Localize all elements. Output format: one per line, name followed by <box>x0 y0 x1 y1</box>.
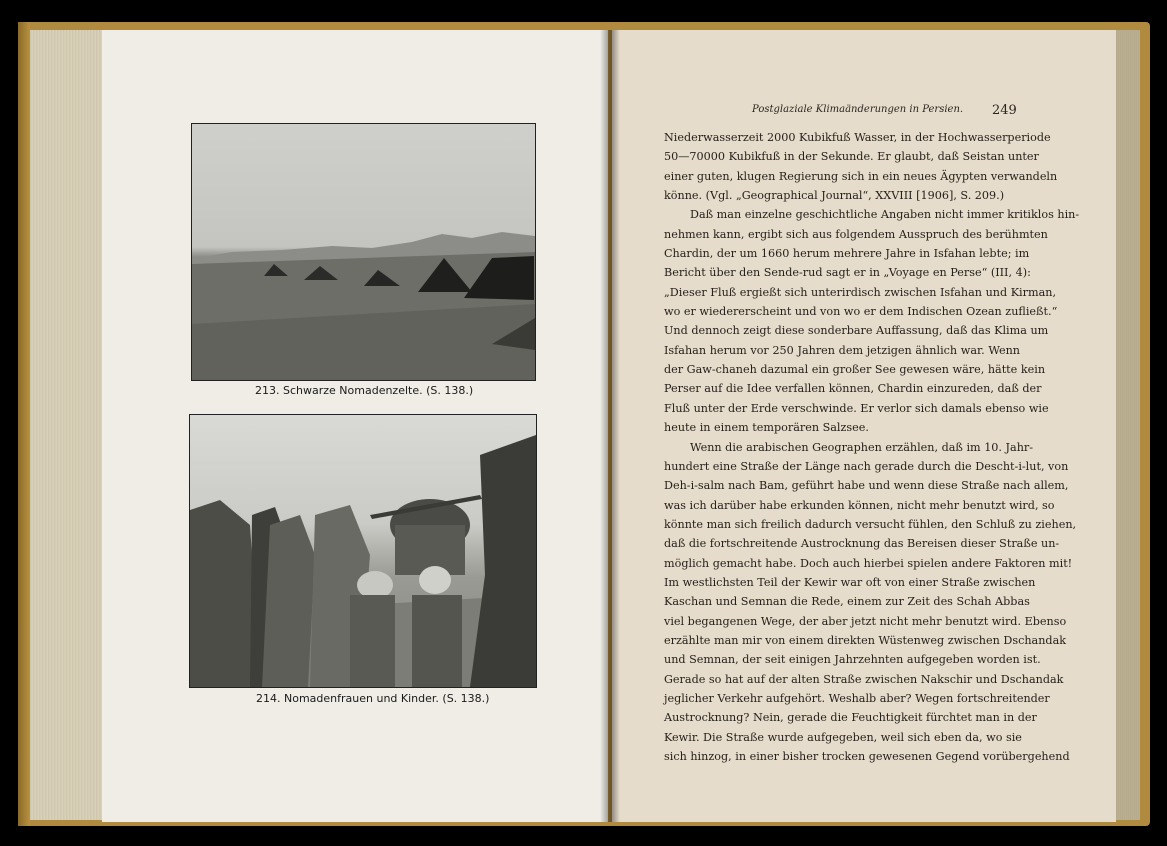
text-line: Daß man einzelne geschichtliche Angaben nicht immer kritiklos hin- <box>690 208 1080 222</box>
figure-caption-text: Nomadenfrauen und Kinder. <box>284 692 439 705</box>
text-line: und Semnan, der seit einigen Jahrzehnten aufgegeben worden ist. <box>664 653 1041 667</box>
text-line: Niederwasserzeit 2000 Kubikfuß Wasser, in der Hochwasserperiode <box>664 131 1051 144</box>
text-line: 50—70000 Kubikfuß in der Sekunde. Er glaubt, daß Seistan unter <box>664 150 1039 164</box>
text-line: Chardin, der um 1660 herum mehrere Jahre in Isfahan lebte; im <box>664 247 1030 261</box>
figure-number: 214. <box>256 692 281 705</box>
text-line: hundert eine Straße der Länge nach gerade durch die Descht-i-lut, von <box>664 459 1069 473</box>
text-line: Gerade so hat auf der alten Straße zwischen Nakschir und Dschandak <box>664 672 1064 686</box>
text-line: Im westlichsten Teil der Kewir war oft von einer Straße zwischen <box>664 575 1036 589</box>
text-line: Und dennoch zeigt diese sonderbare Auffassung, daß das Klima um <box>664 324 1049 338</box>
figure-213-caption <box>255 384 473 397</box>
text-line: Deh-i-salm nach Bam, geführt habe und wenn diese Straße nach allem, <box>664 479 1069 493</box>
text-line: viel begangenen Wege, der aber jetzt nicht mehr benutzt wird. Ebenso <box>664 614 1067 628</box>
body-text <box>664 128 1080 766</box>
figure-number: 213. <box>255 384 280 397</box>
text-line: Isfahan herum vor 250 Jahren dem jetzigen ähnlich war. Wenn <box>664 343 1020 357</box>
page-stack-right <box>1116 30 1140 820</box>
photo-nomad-women-children <box>189 414 537 688</box>
photo-black-nomad-tents <box>191 123 536 381</box>
text-line: Kewir. Die Straße wurde aufgegeben, weil sich eben da, wo sie <box>664 730 1022 744</box>
text-line: Austrocknung? Nein, gerade die Feuchtigkeit fürchtet man in der <box>664 711 1037 725</box>
figure-214-caption <box>256 692 489 705</box>
text-line: sich hinzog, in einer bisher trocken gewesenen Gegend vorübergehend <box>664 750 1070 763</box>
text-line: nehmen kann, ergibt sich aus folgendem Ausspruch des berühmten <box>664 227 1048 241</box>
page-number: 249 <box>992 103 1017 118</box>
text-line: Wenn die arabischen Geographen erzählen, daß im 10. Jahr- <box>690 440 1034 454</box>
text-line: erzählte man mir von einem direkten Wüstenweg zwischen Dschandak <box>664 633 1067 647</box>
figure-page-reference: (S. 138.) <box>442 692 490 705</box>
text-line: jeglicher Verkehr aufgehört. Weshalb aber? Wegen fortschreitender <box>664 691 1050 705</box>
text-line: möglich gemacht habe. Doch auch hierbei spielen andere Faktoren mit! <box>664 556 1073 570</box>
text-line: Fluß unter der Erde verschwinde. Er verlor sich damals ebenso wie <box>664 401 1049 415</box>
figure-page-reference: (S. 138.) <box>426 384 474 397</box>
page-stack-left <box>30 30 102 820</box>
text-line: „Dieser Fluß ergießt sich unterirdisch zwischen Isfahan und Kirman, <box>664 285 1057 299</box>
text-line: könne. (Vgl. „Geographical Journal“, XXVIII [1906], S. 209.) <box>664 189 1005 203</box>
text-line: Kaschan und Semnan die Rede, einem zur Zeit des Schah Abbas <box>664 595 1030 609</box>
figure-caption-text: Schwarze Nomadenzelte. <box>283 384 423 397</box>
text-line: was ich darüber habe erkunden können, nicht mehr benutzt wird, so <box>664 498 1055 512</box>
text-line: Perser auf die Idee verfallen können, Chardin einzureden, daß der <box>664 382 1042 396</box>
running-head: Postglaziale Klimaänderungen in Persien. <box>752 104 964 115</box>
text-line: wo er wiedererscheint und von wo er dem Indischen Ozean zufließt.“ <box>664 305 1058 319</box>
text-line: der Gaw-chaneh dazumal ein großer See gewesen wäre, hätte kein <box>664 363 1046 377</box>
book-gutter <box>600 30 620 822</box>
text-line: Bericht über den Sende-rud sagt er in „Voyage en Perse“ (III, 4): <box>664 266 1031 280</box>
text-line: einer guten, klugen Regierung sich in ein neues Ägypten verwandeln <box>664 169 1058 183</box>
book-spine-edge <box>18 22 30 826</box>
text-line: heute in einem temporären Salzsee. <box>664 421 869 435</box>
text-line: könnte man sich freilich dadurch versucht fühlen, den Schluß zu ziehen, <box>664 517 1077 531</box>
text-line: daß die fortschreitende Austrocknung das Bereisen dieser Straße un- <box>664 537 1060 551</box>
